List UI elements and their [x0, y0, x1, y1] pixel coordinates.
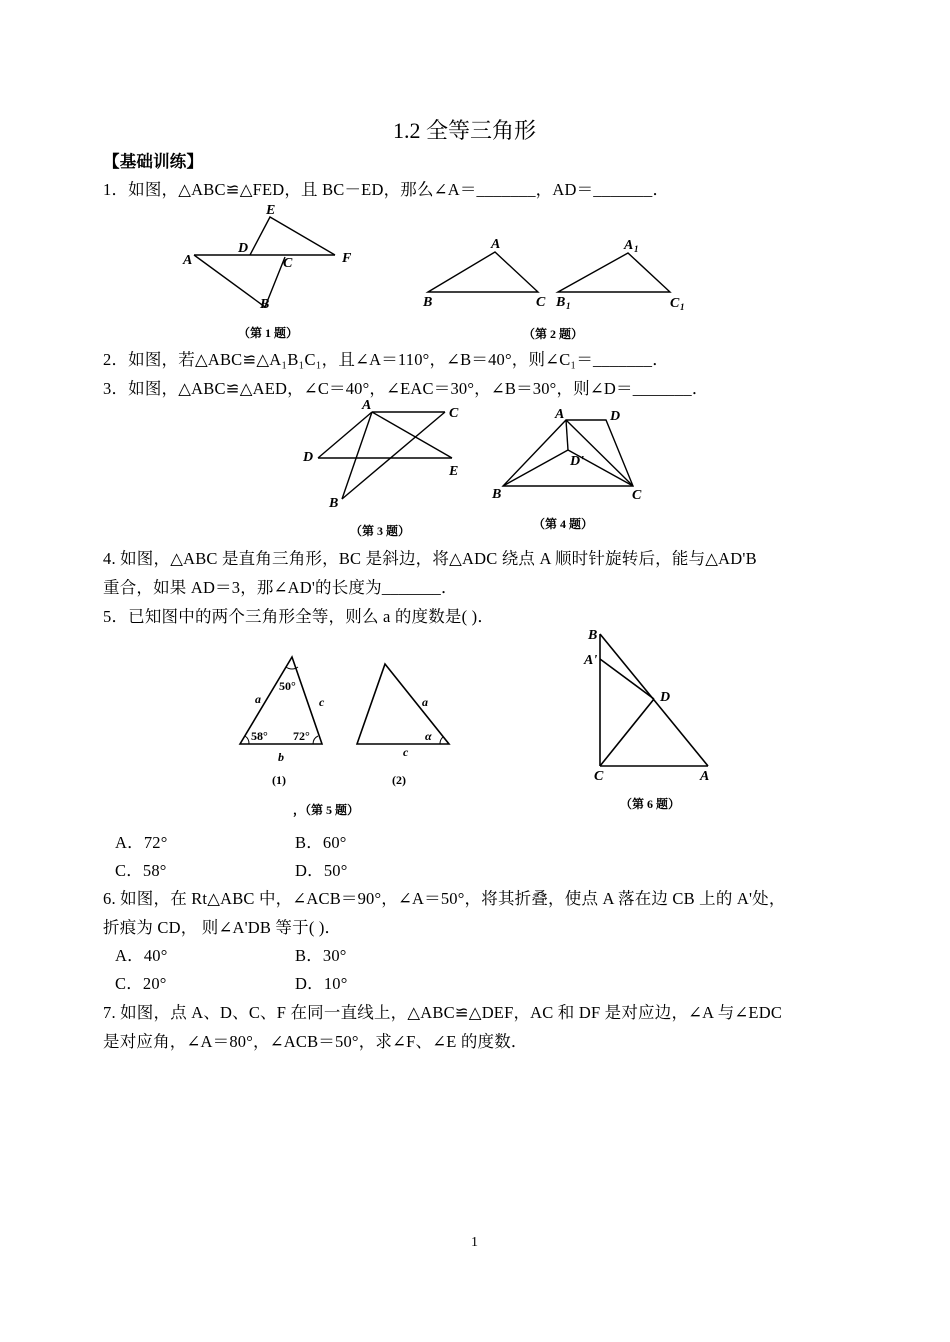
question-6-line-1: 6. 如图，在 Rt△ABC 中，∠ACB＝90°，∠A＝50°，将其折叠，使点 A 落在边 CB 上的 A'处，	[103, 889, 786, 908]
fig5-arc-right	[313, 736, 318, 744]
fig4-quadrilateral	[503, 420, 633, 486]
fig4-label-a: A	[555, 407, 565, 422]
fig1-triangle-abc	[194, 255, 285, 307]
fig1-label-c: C	[283, 256, 293, 271]
question-2: 2．如图，若△ABC≌△A₁B₁C₁，且∠A＝110°，∠B＝40°，则∠C₁＝_______．	[103, 350, 669, 369]
q6-choice-a[interactable]: A．40°	[115, 946, 168, 965]
q5-choice-a[interactable]: A．72°	[115, 833, 168, 852]
fig1-label-b: B	[260, 297, 270, 312]
fig2-caption: （第 2 题）	[523, 327, 584, 341]
fig5-caption: ，（第 5 题）	[293, 803, 360, 817]
section-heading: 【基础训练】	[103, 152, 204, 171]
fig5-t2-alpha: α	[425, 729, 432, 743]
figure-5	[235, 648, 465, 823]
question-1: 1．如图，△ABC≌△FED，且 BC－ED，那么∠A＝_______，AD＝_______．	[103, 180, 670, 199]
fig5-triangle-2	[357, 664, 449, 744]
fig1-label-f: F	[342, 251, 352, 266]
fig6-label-d: D	[660, 690, 671, 705]
fig3-label-d: D	[303, 450, 314, 465]
fig5-sub-2: (2)	[392, 773, 406, 787]
fig4-line-ac	[566, 420, 633, 486]
figure-2	[420, 235, 700, 345]
fig4-caption: （第 4 题）	[533, 517, 594, 531]
fig4-label-d: D	[610, 409, 621, 424]
figure-4-diagram	[488, 402, 658, 532]
fig5-sub-1: (1)	[272, 773, 286, 787]
fig2-sub-c1: 1	[680, 302, 685, 312]
fig1-label-a: A	[183, 253, 193, 268]
figure-3	[300, 395, 475, 545]
fig4-line-d-prime-b	[503, 450, 568, 486]
figure-2-diagram	[420, 235, 700, 345]
question-5: 5．已知图中的两个三角形全等，则么 a 的度数是( )．	[103, 607, 495, 626]
fig5-angle-left: 58°	[251, 729, 268, 743]
fig6-line-cd	[600, 699, 654, 766]
fig4-label-d-prime: D'	[570, 454, 584, 469]
fig1-label-e: E	[266, 203, 276, 218]
q6-choice-d[interactable]: D．10°	[295, 974, 348, 993]
fig5-side-c: c	[319, 695, 325, 709]
fig6-label-b: B	[588, 628, 598, 643]
question-4-line-1: 4. 如图，△ABC 是直角三角形，BC 是斜边，将△ADC 绕点 A 顺时针旋转后，能与△AD'B	[103, 549, 757, 568]
fig5-t2-side-a: a	[422, 695, 428, 709]
fig1-caption: （第 1 题）	[238, 326, 299, 340]
fig2-triangle-a1b1c1	[558, 253, 670, 292]
figure-4	[488, 402, 658, 532]
fig3-label-a: A	[362, 398, 372, 413]
fig5-arc-left	[245, 736, 249, 744]
fig2-label-b: B	[423, 295, 433, 310]
fig6-label-a-prime: A'	[584, 653, 598, 668]
fig2-sub-a1: 1	[634, 244, 639, 254]
figure-1-diagram	[180, 200, 380, 345]
figure-6-diagram	[580, 622, 730, 817]
question-4-line-2: 重合，如果 AD＝3，那∠AD'的长度为_______．	[103, 578, 458, 597]
fig3-label-b: B	[329, 496, 339, 511]
q5-choice-b[interactable]: B．60°	[295, 833, 347, 852]
question-3: 3．如图，△ABC≌△AED，∠C＝40°，∠EAC＝30°，∠B＝30°，则∠D＝_______．	[103, 379, 709, 398]
fig3-label-c: C	[449, 406, 459, 421]
q5-choice-c[interactable]: C．58°	[115, 861, 167, 880]
fig6-caption: （第 6 题）	[620, 797, 681, 811]
fig2-label-c: C	[536, 295, 546, 310]
figure-1	[180, 200, 380, 345]
fig5-side-a: a	[255, 692, 261, 706]
fig5-t2-side-c: c	[403, 745, 409, 759]
fig4-label-c: C	[632, 488, 642, 503]
fig2-label-c1: C	[670, 296, 680, 311]
fig2-label-a: A	[491, 237, 501, 252]
fig5-angle-right: 72°	[293, 729, 310, 743]
question-6-line-2: 折痕为 CD， 则∠A'DB 等于( )．	[103, 918, 342, 937]
question-7-line-1: 7. 如图，点 A、D、C、F 在同一直线上，△ABC≌△DEF，AC 和 DF 是对应边，∠A 与∠EDC	[103, 1003, 783, 1022]
fig6-line-a-prime-d	[600, 659, 654, 699]
fig2-sub-b1: 1	[566, 301, 571, 311]
q5-choice-d[interactable]: D．50°	[295, 861, 348, 880]
fig3-caption: （第 3 题）	[350, 524, 411, 538]
q6-choice-c[interactable]: C．20°	[115, 974, 167, 993]
fig5-side-b: b	[278, 750, 284, 764]
fig1-label-d: D	[238, 241, 249, 256]
fig3-label-e: E	[449, 464, 459, 479]
fig2-triangle-abc	[428, 252, 538, 292]
figure-3-diagram	[300, 395, 475, 545]
fig4-line-ad-prime	[566, 420, 568, 450]
fig2-label-b1: B	[556, 295, 566, 310]
question-7-line-2: 是对应角，∠A＝80°，∠ACB＝50°，求∠F、∠E 的度数．	[103, 1032, 528, 1051]
page-title: 1.2 全等三角形	[393, 118, 537, 143]
fig2-label-a1: A	[624, 238, 634, 253]
fig3-line-ae	[372, 412, 452, 458]
fig5-arc-alpha	[440, 737, 443, 744]
fig4-label-b: B	[492, 487, 502, 502]
q6-choice-b[interactable]: B．30°	[295, 946, 347, 965]
fig1-triangle-fed	[250, 217, 335, 255]
fig6-label-a: A	[700, 769, 710, 784]
figure-6	[580, 622, 730, 817]
page-number: 1	[471, 1235, 478, 1250]
fig5-angle-top: 50°	[279, 679, 296, 693]
fig6-label-c: C	[594, 769, 604, 784]
figure-5-diagram	[235, 648, 465, 823]
